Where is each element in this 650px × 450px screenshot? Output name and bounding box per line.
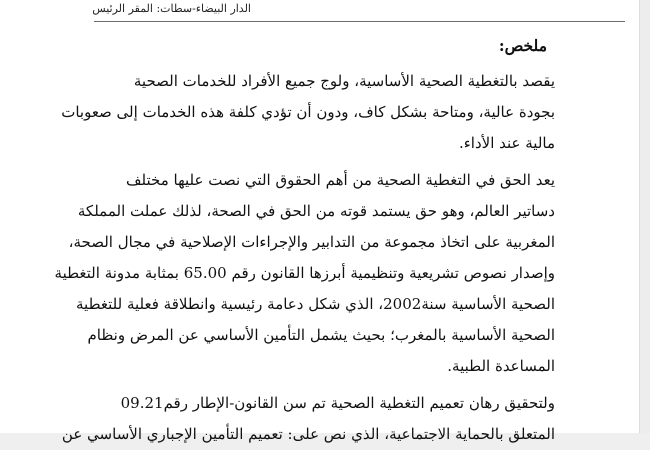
text-line: مالية عند الأداء. <box>458 134 555 152</box>
text-line: يقصد بالتغطية الصحية الأساسية، ولوج جميع الأفراد للخدمات الصحية <box>133 72 555 90</box>
page-header: الدار البيضاء-سطات: المقر الرئيس <box>92 2 251 15</box>
text-line: بجودة عالية، ومتاحة بشكل كاف، ودون أن تؤدي كلفة هذه الخدمات إلى صعوبات <box>61 103 555 121</box>
text-line: المساعدة الطبية. <box>447 357 555 375</box>
paragraph-1 <box>61 66 555 159</box>
header-rule <box>94 21 625 22</box>
text-line: دساتير العالم، وهو حق يستمد قوته من الحق في الصحة، لذلك عملت المملكة <box>77 202 555 220</box>
text-line: يعد الحق في التغطية الصحية من أهم الحقوق التي نصت عليها مختلف <box>126 171 555 189</box>
paragraph-2 <box>54 165 555 382</box>
text-line: وإصدار نصوص تشريعية وتنظيمية أبرزها القانون رقم 65.00 بمثابة مدونة التغطية <box>54 264 555 282</box>
text-line: الصحية الأساسية سنة2002، الذي شكل دعامة رئيسية وانطلاقة فعلية للتغطية <box>76 295 555 313</box>
vertical-scrollbar[interactable] <box>639 0 650 433</box>
text-line: ولتحقيق رهان تعميم التغطية الصحية تم سن القانون-الإطار رقم09.21 <box>120 394 555 412</box>
section-heading: ملخص: <box>498 36 547 55</box>
text-line: الصحية الأساسية بالمغرب؛ بحيث يشمل التأمين الأساسي عن المرض ونظام <box>87 326 555 344</box>
paragraph-3 <box>61 388 555 450</box>
text-line: المغربية على اتخاذ مجموعة من التدابير والإجراءات الإصلاحية في مجال الصحة، <box>68 233 555 251</box>
text-line: المتعلق بالحماية الاجتماعية، الذي نص على: تعميم التأمين الإجباري الأساسي عن <box>61 425 555 443</box>
